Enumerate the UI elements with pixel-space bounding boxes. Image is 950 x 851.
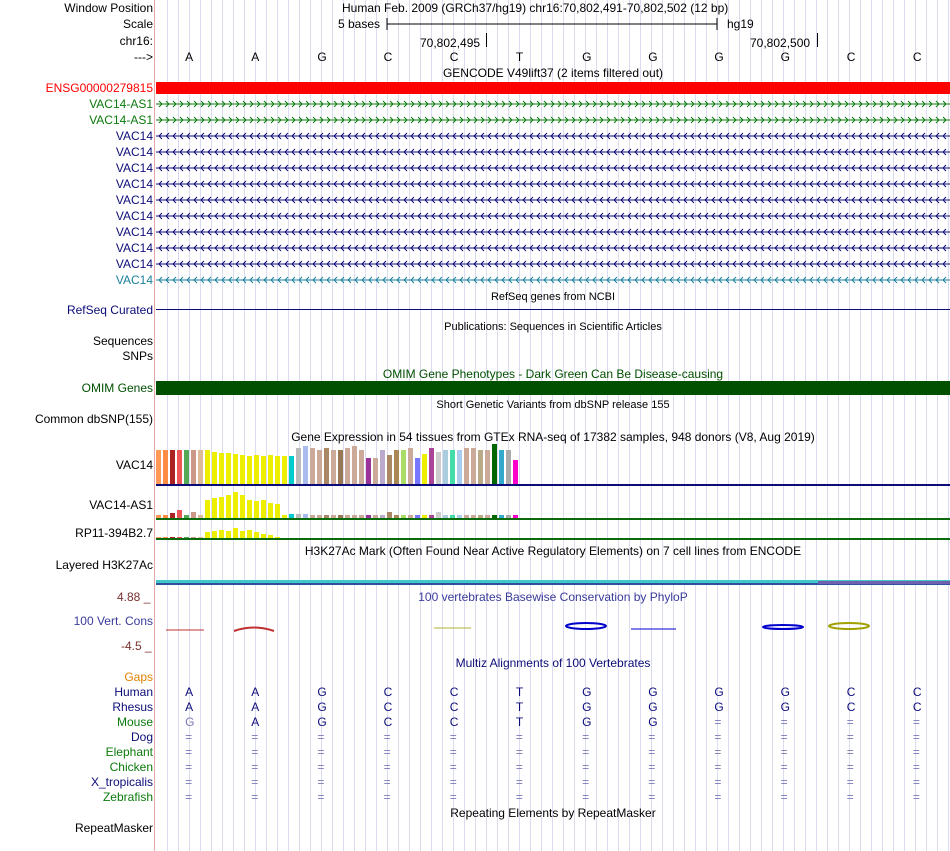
multiz-base: = <box>317 790 325 804</box>
gtex-tissue-bar[interactable] <box>310 448 315 484</box>
scale-bases: 5 bases <box>338 17 381 31</box>
base-letter: G <box>317 50 327 64</box>
multiz-base: = <box>912 730 920 744</box>
gtex-tissue-bar[interactable] <box>471 448 476 484</box>
gtex-tissue-bar[interactable] <box>205 532 210 538</box>
multiz-base: G <box>648 685 658 699</box>
chrom-pos-1: 70,802,495 <box>420 36 481 50</box>
gencode-item-label[interactable]: VAC14 <box>115 209 153 223</box>
chrom-pos-2: 70,802,500 <box>750 36 811 50</box>
multiz-base: G <box>714 700 724 714</box>
base-letter: C <box>383 50 393 64</box>
gtex-tissue-bar[interactable] <box>331 515 336 518</box>
multiz-base: = <box>648 775 656 789</box>
gtex-tissue-bar[interactable] <box>289 456 294 484</box>
gtex-tissue-bar[interactable] <box>345 448 350 484</box>
gtex-tissue-bar[interactable] <box>170 537 175 538</box>
multiz-base: = <box>449 775 457 789</box>
multiz-gaps-label[interactable]: Gaps <box>124 670 153 684</box>
gtex-tissue-bar[interactable] <box>254 455 259 484</box>
multiz-base: = <box>383 760 391 774</box>
gtex-tissue-bar[interactable] <box>177 510 182 518</box>
multiz-base: = <box>251 730 259 744</box>
gtex-tissue-bar[interactable] <box>226 531 231 538</box>
gtex-tissue-bar[interactable] <box>275 537 280 538</box>
gtex-tissue-bar[interactable] <box>163 537 168 538</box>
multiz-base: = <box>515 760 523 774</box>
multiz-base: A <box>251 685 260 699</box>
gtex-tissue-bar[interactable] <box>282 456 287 484</box>
multiz-base: = <box>185 790 193 804</box>
scale-label: Scale <box>122 17 153 31</box>
gencode-item-label[interactable]: VAC14 <box>115 273 153 287</box>
gtex-tissue-bar[interactable] <box>317 515 322 518</box>
gtex-tissue-bar[interactable] <box>492 515 497 518</box>
multiz-base: = <box>185 775 193 789</box>
gtex-tissue-bar[interactable] <box>254 501 259 518</box>
gtex-tissue-bar[interactable] <box>177 450 182 484</box>
gtex-tissue-bar[interactable] <box>184 450 189 484</box>
multiz-base: C <box>846 685 856 699</box>
publications-title[interactable]: Publications: Sequences in Scientific Articles <box>444 321 662 333</box>
gtex-tissue-bar[interactable] <box>191 450 196 484</box>
multiz-base: = <box>780 745 788 759</box>
multiz-base: = <box>317 745 325 759</box>
multiz-title[interactable]: Multiz Alignments of 100 Vertebrates <box>455 656 651 670</box>
multiz-base: = <box>780 715 788 729</box>
multiz-base: G <box>317 685 327 699</box>
gtex-tissue-bar[interactable] <box>240 531 245 538</box>
gtex-tissue-bar[interactable] <box>429 515 434 518</box>
refseq-title[interactable]: RefSeq genes from NCBI <box>490 291 616 303</box>
gtex-tissue-bar[interactable] <box>268 503 273 518</box>
gtex-tissue-bar[interactable] <box>163 515 168 518</box>
gtex-tissue-bar[interactable] <box>219 530 224 538</box>
multiz-base: = <box>912 715 920 729</box>
gtex-tissue-bar[interactable] <box>394 515 399 518</box>
gtex-tissue-bar[interactable] <box>289 514 294 518</box>
gtex-tissue-bar[interactable] <box>303 446 308 484</box>
gtex-tissue-bar[interactable] <box>191 537 196 538</box>
multiz-base: G <box>780 685 790 699</box>
dbsnp-label[interactable]: Common dbSNP(155) <box>34 412 153 426</box>
gtex-gene-vac14-as1[interactable]: VAC14-AS1 <box>89 498 153 512</box>
gtex-tissue-bar[interactable] <box>226 453 231 484</box>
gtex-tissue-bar[interactable] <box>387 455 392 484</box>
strand-label: ---> <box>134 50 153 64</box>
gtex-tissue-bar[interactable] <box>261 534 266 538</box>
gtex-tissue-bar[interactable] <box>422 454 427 484</box>
gtex-tissue-bar[interactable] <box>387 512 392 518</box>
gtex-tissue-bar[interactable] <box>359 515 364 518</box>
multiz-species-label[interactable]: Chicken <box>109 760 153 774</box>
gtex-tissue-bar[interactable] <box>310 515 315 518</box>
multiz-base: = <box>648 790 656 804</box>
gtex-tissue-bar[interactable] <box>359 450 364 484</box>
gtex-tissue-bar[interactable] <box>373 515 378 518</box>
gtex-tissue-bar[interactable] <box>380 515 385 518</box>
gtex-tissue-bar[interactable] <box>408 448 413 484</box>
gtex-tissue-bar[interactable] <box>177 537 182 538</box>
gtex-tissue-bar[interactable] <box>212 498 217 518</box>
gtex-tissue-bar[interactable] <box>436 512 441 518</box>
gtex-tissue-bar[interactable] <box>457 515 462 518</box>
gtex-tissue-bar[interactable] <box>219 453 224 484</box>
gtex-tissue-bar[interactable] <box>331 450 336 484</box>
multiz-base: = <box>582 760 590 774</box>
gencode-title[interactable]: GENCODE V49lift37 (2 items filtered out) <box>442 66 664 80</box>
gtex-tissue-bar[interactable] <box>296 448 301 484</box>
gtex-tissue-bar[interactable] <box>219 497 224 518</box>
multiz-base: = <box>582 745 590 759</box>
multiz-base: = <box>846 730 854 744</box>
omim-label[interactable]: OMIM Genes <box>81 381 153 395</box>
publications-snps-label[interactable]: SNPs <box>122 349 153 363</box>
gtex-tissue-bar[interactable] <box>184 537 189 538</box>
multiz-base: = <box>515 775 523 789</box>
multiz-base: G <box>185 715 195 729</box>
gtex-tissue-bar[interactable] <box>513 515 518 518</box>
gtex-tissue-bar[interactable] <box>401 450 406 484</box>
gtex-tissue-bar[interactable] <box>499 515 504 518</box>
gtex-tissue-bar[interactable] <box>450 450 455 484</box>
gtex-tissue-bar[interactable] <box>499 450 504 484</box>
chrom-label: chr16: <box>119 34 153 48</box>
gtex-tissue-bar[interactable] <box>254 532 259 538</box>
gtex-tissue-bar[interactable] <box>156 537 161 538</box>
multiz-base: = <box>912 775 920 789</box>
gtex-tissue-bar[interactable] <box>205 450 210 484</box>
gtex-tissue-bar[interactable] <box>506 450 511 484</box>
multiz-base: = <box>251 790 259 804</box>
gtex-tissue-bar[interactable] <box>247 456 252 484</box>
gtex-tissue-bar[interactable] <box>485 450 490 484</box>
multiz-base: G <box>648 715 658 729</box>
multiz-base: = <box>383 790 391 804</box>
multiz-base: = <box>648 760 656 774</box>
multiz-base: = <box>912 790 920 804</box>
multiz-base: C <box>912 685 922 699</box>
multiz-species-label[interactable]: Elephant <box>105 745 153 759</box>
multiz-base: = <box>449 760 457 774</box>
gtex-gene-vac14[interactable]: VAC14 <box>115 458 153 472</box>
multiz-base: = <box>780 730 788 744</box>
multiz-base: = <box>714 760 722 774</box>
multiz-base: = <box>185 730 193 744</box>
multiz-base: C <box>383 700 393 714</box>
multiz-base: G <box>582 715 592 729</box>
multiz-base: = <box>383 745 391 759</box>
gencode-item-label[interactable]: VAC14 <box>115 257 153 271</box>
gtex-tissue-bar[interactable] <box>443 450 448 484</box>
multiz-base: G <box>780 700 790 714</box>
gencode-item-label[interactable]: VAC14 <box>115 241 153 255</box>
multiz-base: = <box>846 715 854 729</box>
h3k27ac-title[interactable]: H3K27Ac Mark (Often Found Near Active Regulatory Elements) on 7 cell lines from ENCODE <box>304 544 802 558</box>
gtex-tissue-bar[interactable] <box>415 458 420 484</box>
multiz-base: = <box>582 790 590 804</box>
multiz-base: = <box>449 790 457 804</box>
multiz-base: = <box>714 715 722 729</box>
base-letter: A <box>185 50 194 64</box>
gtex-tissue-bar[interactable] <box>478 515 483 518</box>
gtex-tissue-bar[interactable] <box>485 515 490 518</box>
gtex-tissue-bar[interactable] <box>233 454 238 484</box>
gtex-tissue-bar[interactable] <box>345 515 350 518</box>
gtex-tissue-bar[interactable] <box>338 450 343 484</box>
gtex-tissue-bar[interactable] <box>163 450 168 484</box>
multiz-base: C <box>449 685 459 699</box>
multiz-species-label[interactable]: Human <box>114 685 153 699</box>
gtex-tissue-bar[interactable] <box>415 515 420 518</box>
gtex-tissue-bar[interactable] <box>198 537 203 538</box>
gtex-tissue-bar[interactable] <box>303 514 308 518</box>
base-letter: C <box>846 50 856 64</box>
gtex-tissue-bar[interactable] <box>170 450 175 484</box>
multiz-base: = <box>780 775 788 789</box>
gtex-tissue-bar[interactable] <box>352 446 357 484</box>
gtex-tissue-bar[interactable] <box>506 515 511 518</box>
base-letter: G <box>714 50 724 64</box>
cons-ymin: -4.5 _ <box>121 639 152 653</box>
gtex-tissue-bar[interactable] <box>366 458 371 484</box>
gtex-tissue-bar[interactable] <box>170 513 175 518</box>
gtex-tissue-bar[interactable] <box>240 455 245 484</box>
gtex-tissue-bar[interactable] <box>282 515 287 518</box>
multiz-base: = <box>383 775 391 789</box>
dbsnp-title[interactable]: Short Genetic Variants from dbSNP release 155 <box>436 399 670 411</box>
multiz-base: = <box>582 730 590 744</box>
base-letter: G <box>582 50 592 64</box>
gtex-tissue-bar[interactable] <box>191 512 196 518</box>
gtex-tissue-bar[interactable] <box>436 452 441 484</box>
gtex-tissue-bar[interactable] <box>198 450 203 484</box>
gtex-tissue-bar[interactable] <box>443 515 448 518</box>
repeatmasker-label[interactable]: RepeatMasker <box>74 821 153 835</box>
gtex-tissue-bar[interactable] <box>205 500 210 518</box>
gtex-tissue-bar[interactable] <box>156 450 161 484</box>
omim-title[interactable]: OMIM Gene Phenotypes - Dark Green Can Be Disease-causing <box>382 367 724 381</box>
multiz-base: = <box>251 760 259 774</box>
multiz-base: = <box>515 745 523 759</box>
multiz-base: A <box>185 700 194 714</box>
multiz-base: = <box>714 730 722 744</box>
multiz-base: = <box>912 745 920 759</box>
multiz-base: A <box>251 700 260 714</box>
cons-title[interactable]: 100 vertebrates Basewise Conservation by PhyloP <box>418 590 688 604</box>
gtex-tissue-bar[interactable] <box>240 495 245 518</box>
gtex-tissue-bar[interactable] <box>226 495 231 518</box>
gencode-item-label[interactable]: VAC14-AS1 <box>89 97 153 111</box>
refseq-label[interactable]: RefSeq Curated <box>66 303 153 317</box>
publications-sequences-label[interactable]: Sequences <box>92 334 153 348</box>
gencode-item-label[interactable]: VAC14-AS1 <box>89 113 153 127</box>
gtex-tissue-bar[interactable] <box>317 450 322 484</box>
gtex-tissue-bar[interactable] <box>401 515 406 518</box>
multiz-base: = <box>780 790 788 804</box>
gtex-tissue-bar[interactable] <box>380 450 385 484</box>
gtex-tissue-bar[interactable] <box>156 515 161 518</box>
gtex-tissue-bar[interactable] <box>450 515 455 518</box>
gtex-tissue-bar[interactable] <box>212 452 217 484</box>
multiz-base: = <box>582 775 590 789</box>
multiz-base: = <box>251 775 259 789</box>
gtex-tissue-bar[interactable] <box>184 515 189 518</box>
multiz-base: A <box>185 685 194 699</box>
gtex-tissue-bar[interactable] <box>324 448 329 484</box>
gtex-tissue-bar[interactable] <box>394 450 399 484</box>
multiz-base: = <box>714 790 722 804</box>
multiz-base: C <box>846 700 856 714</box>
gtex-tissue-bar[interactable] <box>198 515 203 518</box>
multiz-base: = <box>780 760 788 774</box>
multiz-base: T <box>515 715 524 729</box>
base-letter: G <box>648 50 658 64</box>
gtex-tissue-bar[interactable] <box>247 530 252 538</box>
gtex-tissue-bar[interactable] <box>422 515 427 518</box>
gtex-tissue-bar[interactable] <box>233 528 238 538</box>
repeatmasker-title[interactable]: Repeating Elements by RepeatMasker <box>450 806 656 820</box>
multiz-base: C <box>912 700 922 714</box>
gtex-tissue-bar[interactable] <box>373 458 378 484</box>
gtex-title[interactable]: Gene Expression in 54 tissues from GTEx RNA-seq of 17382 samples, 948 donors (V8, Aug 2019) <box>291 430 815 444</box>
gtex-tissue-bar[interactable] <box>212 531 217 538</box>
gtex-tissue-bar[interactable] <box>261 456 266 484</box>
multiz-base: C <box>449 700 459 714</box>
multiz-base: = <box>449 745 457 759</box>
multiz-base: G <box>582 685 592 699</box>
multiz-base: = <box>846 790 854 804</box>
multiz-base: = <box>515 730 523 744</box>
gtex-tissue-bar[interactable] <box>457 450 462 484</box>
gtex-tissue-bar[interactable] <box>296 514 301 518</box>
gencode-item-label[interactable]: VAC14 <box>115 129 153 143</box>
base-letter: A <box>251 50 260 64</box>
multiz-base: = <box>714 745 722 759</box>
multiz-base: = <box>185 745 193 759</box>
gencode-item-label[interactable]: VAC14 <box>115 145 153 159</box>
gencode-item-label[interactable]: VAC14 <box>115 225 153 239</box>
multiz-base: = <box>648 730 656 744</box>
scale-assembly: hg19 <box>727 17 754 31</box>
multiz-species-label[interactable]: Dog <box>130 730 153 744</box>
gtex-tissue-bar[interactable] <box>429 448 434 484</box>
multiz-base: G <box>582 700 592 714</box>
gtex-tissue-bar[interactable] <box>247 500 252 518</box>
multiz-base: A <box>251 715 260 729</box>
gtex-tissue-bar[interactable] <box>275 456 280 484</box>
multiz-base: = <box>317 730 325 744</box>
multiz-species-label[interactable]: Zebrafish <box>102 790 153 804</box>
multiz-base: T <box>515 700 524 714</box>
cons-logos <box>156 620 950 636</box>
multiz-base: = <box>383 730 391 744</box>
multiz-base: = <box>714 775 722 789</box>
multiz-base: C <box>383 715 393 729</box>
gtex-tissue-bar[interactable] <box>275 504 280 518</box>
gtex-tissue-bar[interactable] <box>408 515 413 518</box>
gtex-tissue-bar[interactable] <box>352 515 357 518</box>
gtex-tissue-bar[interactable] <box>268 535 273 538</box>
multiz-base: = <box>317 760 325 774</box>
gtex-tissue-bar[interactable] <box>268 455 273 484</box>
multiz-base: = <box>846 745 854 759</box>
h3k27ac-label[interactable]: Layered H3K27Ac <box>55 558 153 572</box>
multiz-base: C <box>383 685 393 699</box>
base-letter: T <box>515 50 524 64</box>
multiz-species-label[interactable]: X_tropicalis <box>90 775 153 789</box>
gtex-tissue-bar[interactable] <box>513 460 518 484</box>
base-letter: C <box>912 50 922 64</box>
multiz-base: = <box>251 745 259 759</box>
multiz-base: G <box>317 715 327 729</box>
multiz-species-label[interactable]: Rhesus <box>112 700 153 714</box>
gtex-tissue-bar[interactable] <box>464 515 469 518</box>
base-letter: G <box>780 50 790 64</box>
gtex-tissue-bar[interactable] <box>324 515 329 518</box>
gencode-item-label[interactable]: VAC14 <box>115 193 153 207</box>
multiz-base: = <box>912 760 920 774</box>
multiz-base: C <box>449 715 459 729</box>
multiz-base: = <box>846 760 854 774</box>
cons-label[interactable]: 100 Vert. Cons <box>73 614 153 628</box>
multiz-base: = <box>449 730 457 744</box>
gtex-tissue-bar[interactable] <box>464 448 469 484</box>
gtex-tissue-bar[interactable] <box>233 492 238 518</box>
gtex-tissue-bar[interactable] <box>338 515 343 518</box>
multiz-base: = <box>648 745 656 759</box>
multiz-base: = <box>317 775 325 789</box>
window-position-value: Human Feb. 2009 (GRCh37/hg19) chr16:70,802,491-70,802,502 (12 bp) <box>342 1 729 15</box>
gencode-item-label[interactable]: VAC14 <box>115 177 153 191</box>
multiz-base: = <box>846 775 854 789</box>
cons-ymax: 4.88 _ <box>117 590 151 604</box>
gtex-tissue-bar[interactable] <box>261 500 266 518</box>
multiz-base: = <box>515 790 523 804</box>
gencode-item-label[interactable]: VAC14 <box>115 161 153 175</box>
h3k27ac-signal-3 <box>818 581 950 584</box>
base-letter: C <box>449 50 459 64</box>
window-position-label: Window Position <box>64 1 153 15</box>
multiz-base: = <box>185 760 193 774</box>
multiz-base: G <box>317 700 327 714</box>
multiz-base: G <box>648 700 658 714</box>
gtex-tissue-bar[interactable] <box>478 450 483 484</box>
gtex-tissue-bar[interactable] <box>492 444 497 484</box>
multiz-base: T <box>515 685 524 699</box>
multiz-species-label[interactable]: Mouse <box>116 715 153 729</box>
gencode-item-label[interactable]: ENSG00000279815 <box>45 81 153 95</box>
gtex-gene-rp11[interactable]: RP11-394B2.7 <box>75 526 153 540</box>
gtex-tissue-bar[interactable] <box>471 515 476 518</box>
gtex-tissue-bar[interactable] <box>366 515 371 518</box>
multiz-base: G <box>714 685 724 699</box>
